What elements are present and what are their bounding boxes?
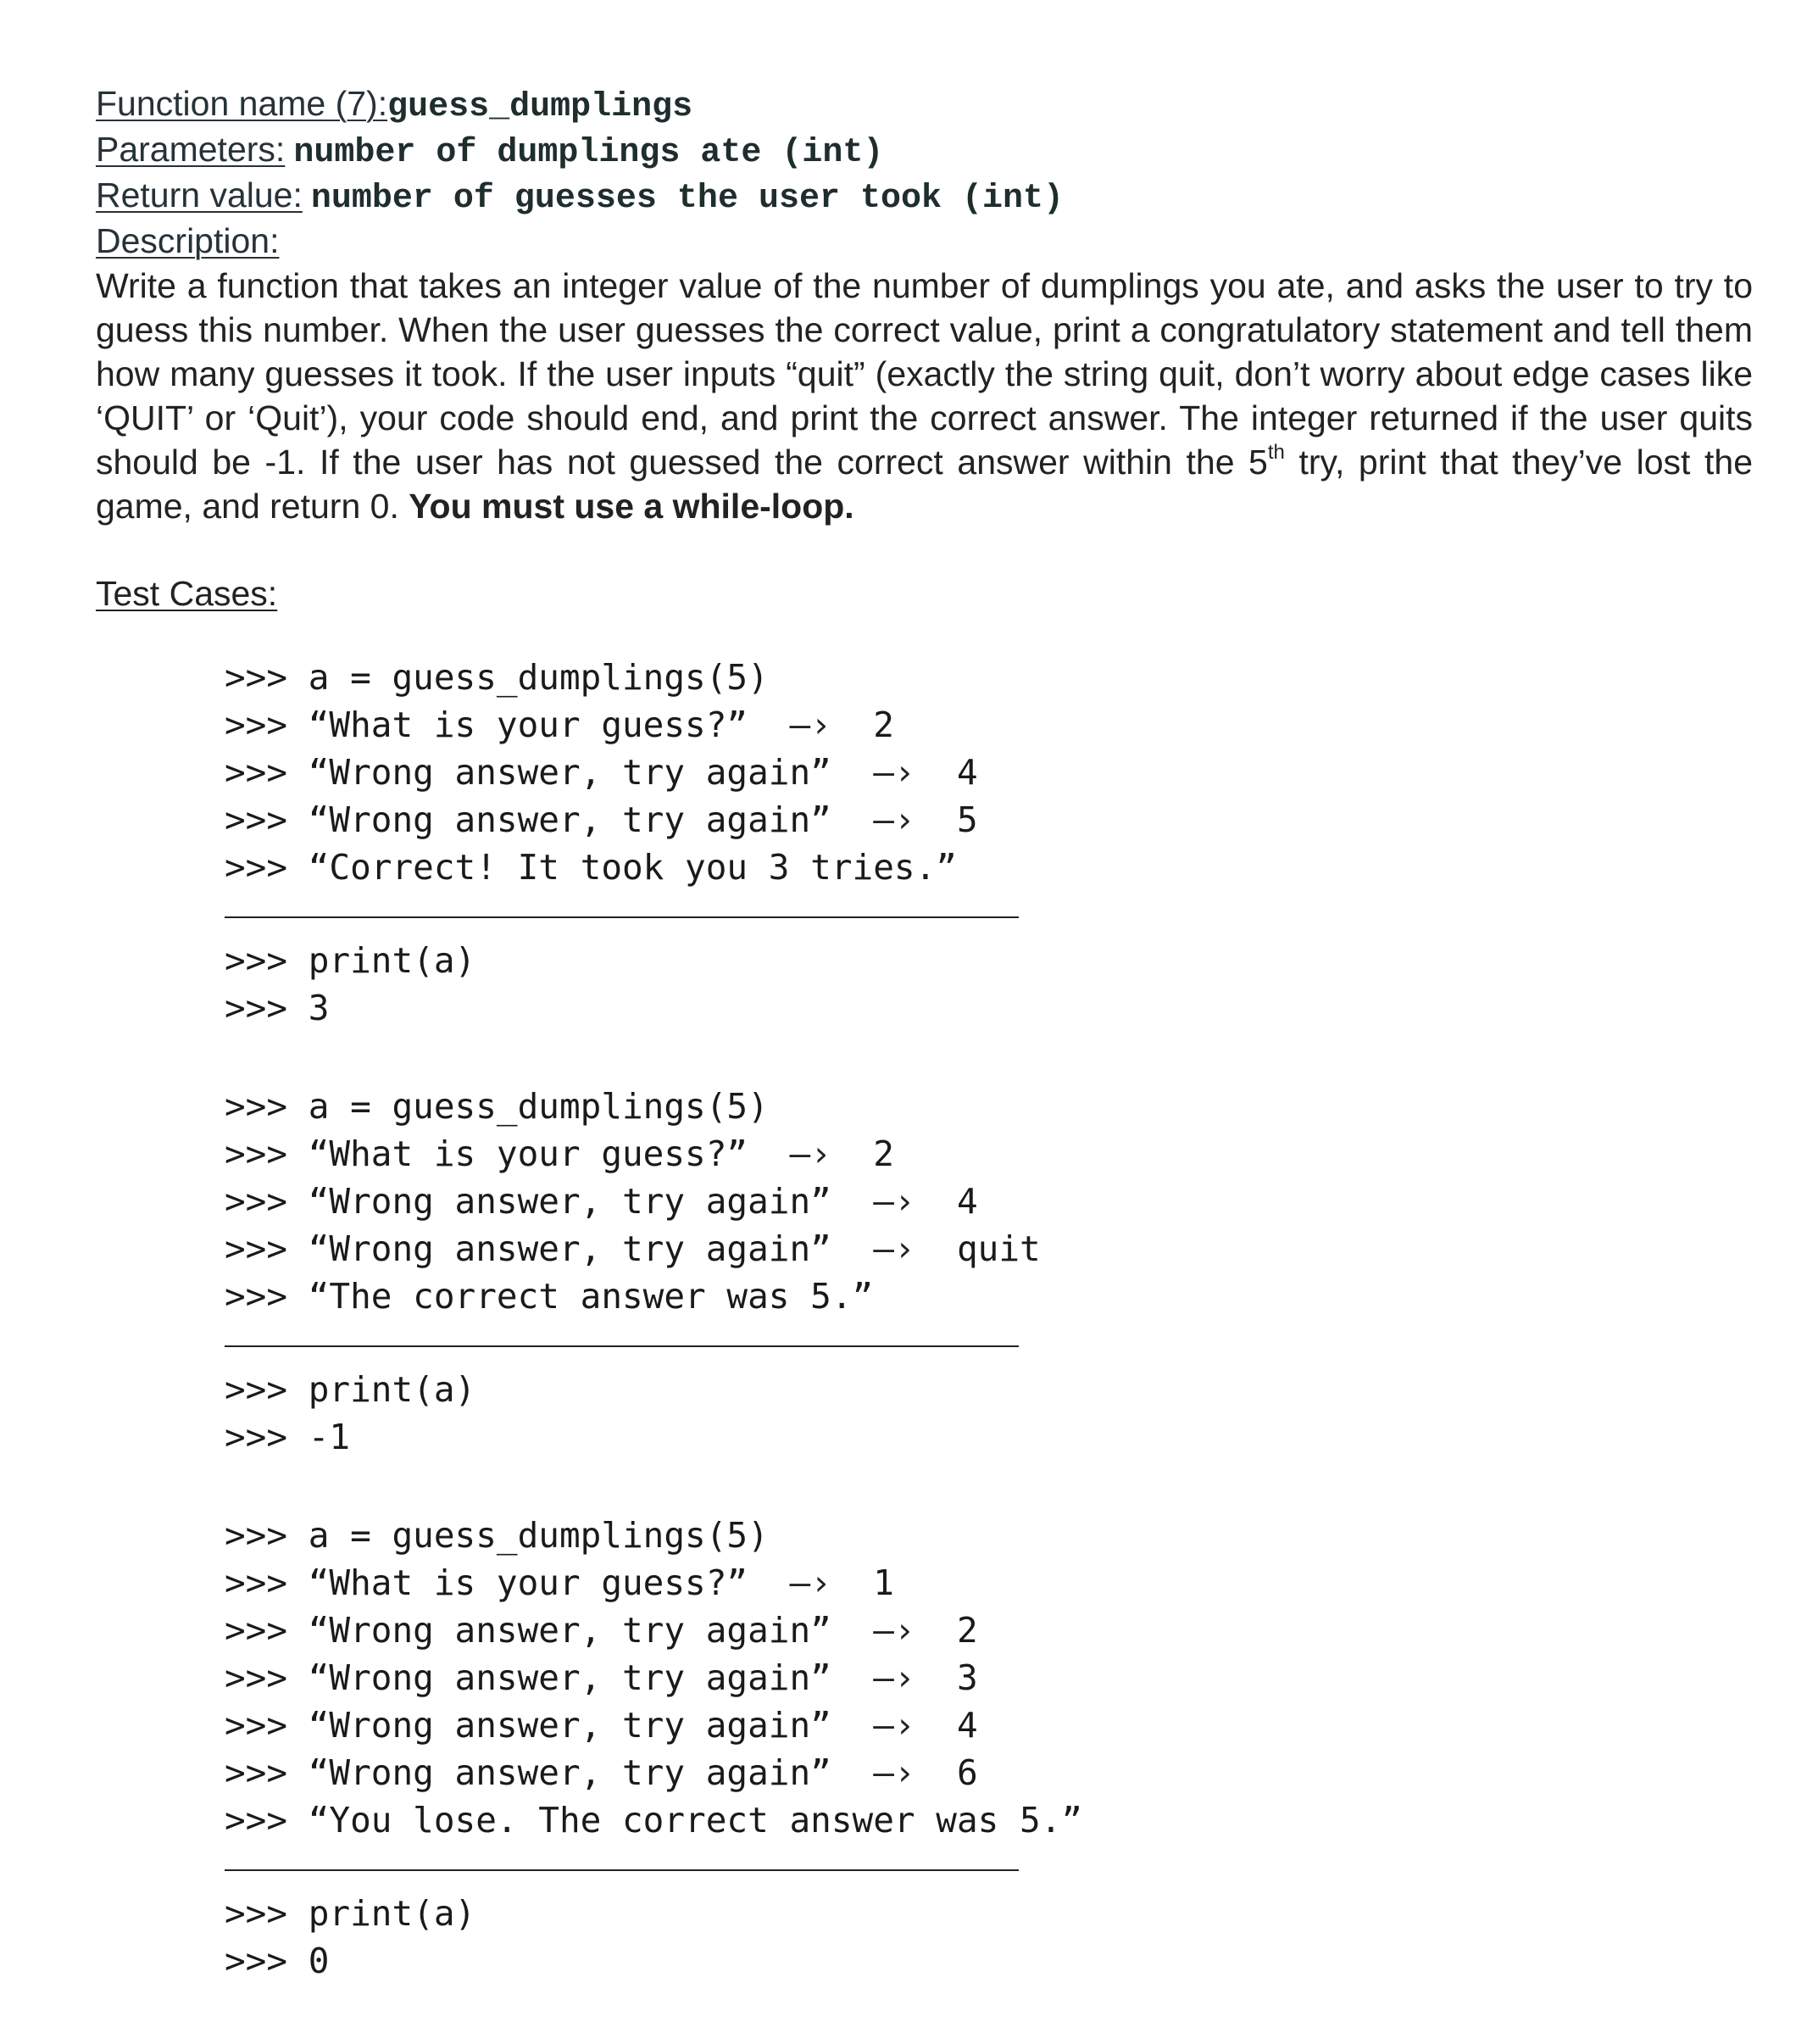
code-prompt-line xyxy=(225,749,1753,796)
prompt-text: >>> “Wrong answer, try again” xyxy=(225,1657,874,1698)
user-input-value: 4 xyxy=(956,752,978,793)
return-value-label: Return value: xyxy=(96,175,303,214)
code-prompt-line xyxy=(225,796,1753,844)
user-input-value: 2 xyxy=(873,705,894,745)
description-superscript: th xyxy=(1267,441,1285,464)
user-input-value: 4 xyxy=(956,1181,978,1222)
arrow-icon: —› xyxy=(789,705,831,745)
test-case xyxy=(225,1512,1753,1985)
user-input-value: 4 xyxy=(956,1705,978,1746)
user-input-value: 6 xyxy=(956,1752,978,1793)
code-output-line: >>> -1 xyxy=(225,1417,351,1457)
function-name-label: Function name (7): xyxy=(96,84,388,123)
separator-line xyxy=(225,916,1019,918)
prompt-text: >>> “Wrong answer, try again” xyxy=(225,799,874,840)
prompt-text: >>> “What is your guess?” xyxy=(225,1562,790,1603)
arrow-icon: —› xyxy=(873,1181,915,1222)
test-case xyxy=(225,1083,1753,1461)
assignment-page xyxy=(96,81,1753,2036)
user-input-value: 5 xyxy=(956,799,978,840)
code-call-line: >>> a = guess_dumplings(5) xyxy=(225,1086,769,1127)
test-cases xyxy=(225,654,1753,1985)
description-label-row xyxy=(96,218,1753,264)
code-prompt-line xyxy=(225,1607,1753,1654)
user-input-value: 3 xyxy=(956,1657,978,1698)
code-output-line: >>> 0 xyxy=(225,1941,330,1981)
arrow-icon: —› xyxy=(873,752,915,793)
prompt-text: >>> “What is your guess?” xyxy=(225,705,790,745)
code-prompt-line xyxy=(225,1225,1753,1273)
code-prompt-line xyxy=(225,1654,1753,1701)
return-value-value: number of guesses the user took (int) xyxy=(310,180,1065,218)
prompt-text: >>> “Wrong answer, try again” xyxy=(225,752,874,793)
arrow-icon: —› xyxy=(789,1133,831,1174)
description-label: Description: xyxy=(96,221,280,260)
code-result-line: >>> “Correct! It took you 3 tries.” xyxy=(225,847,957,888)
code-prompt-line xyxy=(225,1130,1753,1178)
code-result-line: >>> “The correct answer was 5.” xyxy=(225,1276,874,1317)
user-input-value: quit xyxy=(956,1228,1041,1269)
arrow-icon: —› xyxy=(873,1610,915,1651)
arrow-icon: —› xyxy=(873,799,915,840)
separator-line xyxy=(225,1869,1019,1871)
code-prompt-line xyxy=(225,1701,1753,1749)
prompt-text: >>> “Wrong answer, try again” xyxy=(225,1705,874,1746)
prompt-text: >>> “What is your guess?” xyxy=(225,1133,790,1174)
arrow-icon: —› xyxy=(873,1657,915,1698)
parameters-label: Parameters: xyxy=(96,130,286,169)
code-call-line: >>> a = guess_dumplings(5) xyxy=(225,657,769,698)
code-prompt-line xyxy=(225,1178,1753,1225)
prompt-text: >>> “Wrong answer, try again” xyxy=(225,1752,874,1793)
code-output-line: >>> 3 xyxy=(225,988,330,1028)
description-part-1: Write a function that takes an integer value of the number of dumplings you ate, and asks the user to try to guess this number. When the user guesses the correct value, print a congratulatory statement and tell them how many guesses it took. If the user inputs “quit” (exactly the string quit, don’t worry about edge cases like ‘QUIT’ or ‘Quit’), your code should end, and print the correct answer. The integer returned if the user quits should be -1. If the user has not guessed the correct answer within the 5 xyxy=(96,266,1753,482)
prompt-text: >>> “Wrong answer, try again” xyxy=(225,1181,874,1222)
arrow-icon: —› xyxy=(789,1562,831,1603)
description-text xyxy=(96,264,1753,528)
code-prompt-line xyxy=(225,701,1753,749)
arrow-icon: —› xyxy=(873,1752,915,1793)
arrow-icon: —› xyxy=(873,1228,915,1269)
code-call-line: >>> a = guess_dumplings(5) xyxy=(225,1515,769,1556)
prompt-text: >>> “Wrong answer, try again” xyxy=(225,1228,874,1269)
function-name-row xyxy=(96,81,1753,126)
user-input-value: 1 xyxy=(873,1562,894,1603)
function-name-value: guess_dumplings xyxy=(387,88,693,126)
test-case xyxy=(225,654,1753,1032)
description-part-2: try, print that they’ve lost the game, and return 0. xyxy=(96,443,1754,526)
return-value-row xyxy=(96,172,1753,218)
description-bold: You must use a while-loop. xyxy=(409,487,854,526)
user-input-value: 2 xyxy=(873,1133,894,1174)
code-result-line: >>> “You lose. The correct answer was 5.” xyxy=(225,1800,1083,1841)
code-print-line: >>> print(a) xyxy=(225,1893,476,1934)
parameters-row xyxy=(96,126,1753,172)
code-prompt-line xyxy=(225,1749,1753,1796)
code-print-line: >>> print(a) xyxy=(225,1369,476,1410)
test-cases-label: Test Cases: xyxy=(96,574,278,613)
parameters-value: number of dumplings ate (int) xyxy=(293,134,884,172)
code-print-line: >>> print(a) xyxy=(225,940,476,981)
prompt-text: >>> “Wrong answer, try again” xyxy=(225,1610,874,1651)
separator-line xyxy=(225,1345,1019,1347)
arrow-icon: —› xyxy=(873,1705,915,1746)
user-input-value: 2 xyxy=(956,1610,978,1651)
code-prompt-line xyxy=(225,1559,1753,1607)
